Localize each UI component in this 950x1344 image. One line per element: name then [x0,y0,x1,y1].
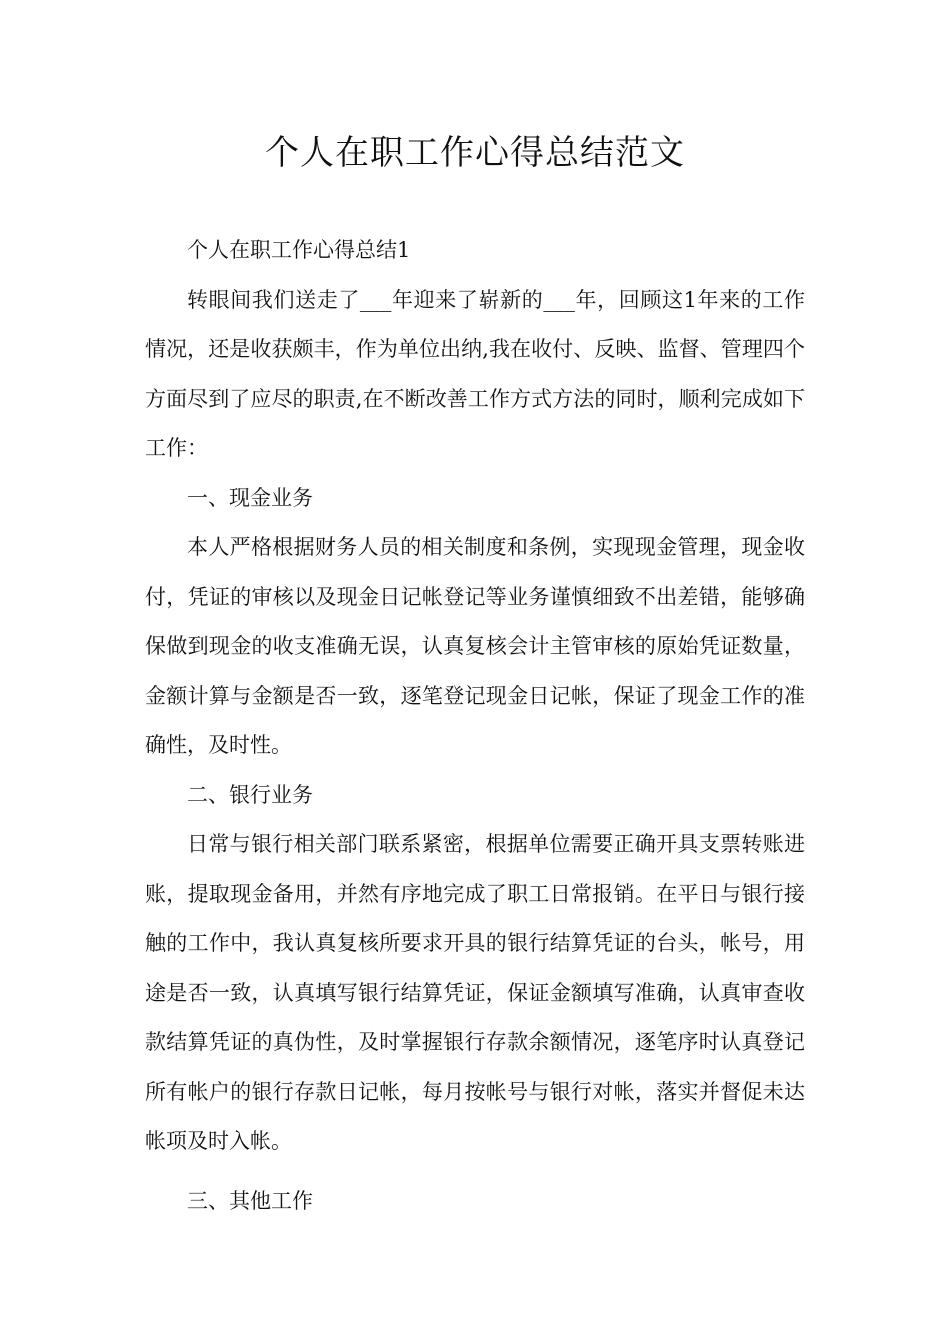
document-body [145,226,805,1226]
paragraph-cash: 本人严格根据财务人员的相关制度和条例，实现现金管理，现金收付，凭证的审核以及现金日记帐登记等业务谨慎细致不出差错，能够确保做到现金的收支准确无误，认真复核会计主管审核的原始凭证数量，金额计算与金额是否一致，逐笔登记现金日记帐，保证了现金工作的准确性，及时性。 [145,535,805,757]
section-heading-summary-1: 个人在职工作心得总结1 [187,238,411,262]
section-heading-bank: 二、银行业务 [187,782,313,807]
section-heading-cash: 一、现金业务 [187,485,313,510]
section-heading-other: 三、其他工作 [187,1188,313,1213]
document-title: 个人在职工作心得总结范文 [265,133,685,173]
paragraph-bank: 日常与银行相关部门联系紧密，根据单位需要正确开具支票转账进账，提取现金备用，并然有序地完成了职工日常报销。在平日与银行接触的工作中，我认真复核所要求开具的银行结算凭证的台头，帐号，用途是否一致，认真填写银行结算凭证，保证金额填写准确，认真审查收款结算凭证的真伪性，及时掌握银行存款余额情况，逐笔序时认真登记所有帐户的银行存款日记帐，每月按帐号与银行对帐，落实并督促未达帐项及时入帐。 [145,832,805,1153]
paragraph-intro: 转眼间我们送走了___年迎来了崭新的___年，回顾这1年来的工作情况，还是收获颇丰，作为单位出纳,我在收付、反映、监督、管理四个方面尽到了应尽的职责,在不断改善工作方式方法的同时，顺利完成如下工作： [145,287,805,460]
